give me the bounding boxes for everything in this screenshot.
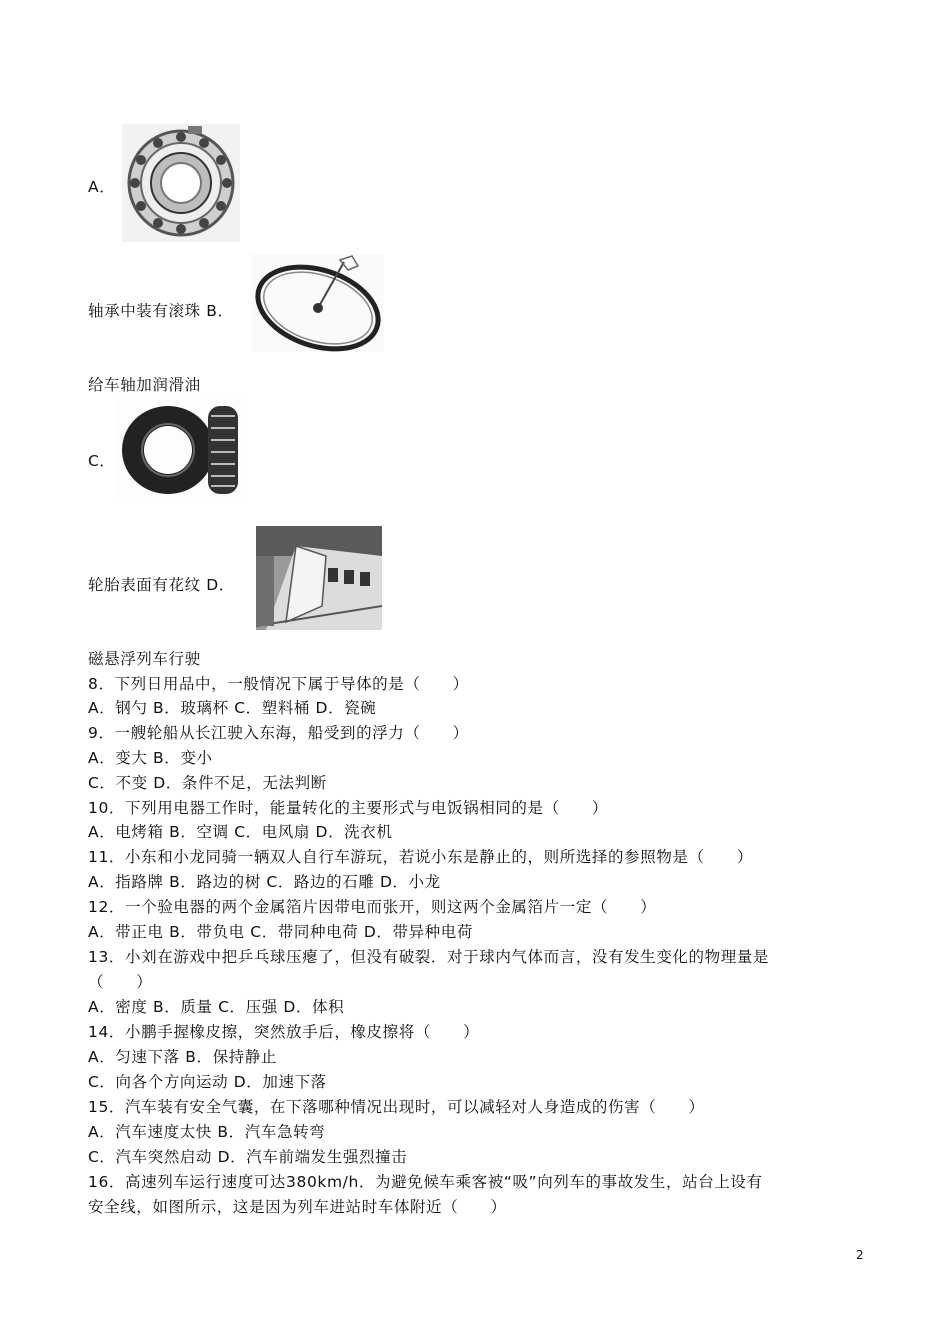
q11-options: A．指路牌 B．路边的树 C．路边的石雕 D．小龙: [88, 873, 441, 891]
option-b-text: 给车轴加润滑油: [88, 376, 201, 394]
q11-stem: 11．小东和小龙同骑一辆双人自行车游玩，若说小东是静止的，则所选择的参照物是（ ）: [88, 848, 753, 866]
option-a-caption-b-marker: [88, 300, 234, 322]
q12-stem: 12．一个验电器的两个金属箔片因带电而张开，则这两个金属箔片一定（ ）: [88, 898, 657, 916]
q13-options: A．密度 B．质量 C．压强 D．体积: [88, 998, 345, 1016]
option-a-marker: A．: [88, 178, 116, 196]
bearing-figure: [122, 124, 240, 242]
q16-stem-2: 安全线，如图所示，这是因为列车进站时车体附近（ ）: [88, 1198, 507, 1216]
q10-stem: 10．下列用电器工作时，能量转化的主要形式与电饭锅相同的是（ ）: [88, 799, 609, 817]
maglev-train-figure: [256, 526, 382, 630]
q9-stem: 9．一艘轮船从长江驶入东海，船受到的浮力（ ）: [88, 724, 469, 742]
option-c-marker: C．: [88, 452, 116, 470]
q8-stem: 8．下列日用品中，一般情况下属于导体的是（ ）: [88, 675, 469, 693]
q12-options: A．带正电 B．带负电 C．带同种电荷 D．带异种电荷: [88, 923, 473, 941]
q14-options-1: A．匀速下落 B．保持静止: [88, 1048, 277, 1066]
option-d-marker: D．: [200, 576, 235, 594]
q15-options-2: C．汽车突然启动 D．汽车前端发生强烈撞击: [88, 1148, 408, 1166]
q10-options: A．电烤箱 B．空调 C．电风扇 D．洗衣机: [88, 823, 393, 841]
q15-options-1: A．汽车速度太快 B．汽车急转弯: [88, 1123, 326, 1141]
option-a-text: 轴承中装有滚珠: [88, 302, 201, 320]
option-c-text: 轮胎表面有花纹: [88, 576, 201, 594]
page-number: 2: [856, 1248, 864, 1262]
q16-stem-1: 16．高速列车运行速度可达380km/h．为避免候车乘客被“吸”向列车的事故发生，站台上设有: [88, 1173, 763, 1191]
q13-stem-1: 13．小刘在游戏中把乒乓球压瘪了，但没有破裂．对于球内气体而言，没有发生变化的物理量是: [88, 948, 770, 966]
q13-stem-2: （ ）: [88, 973, 153, 991]
option-b-marker: B．: [200, 302, 234, 320]
q14-stem: 14．小鹏手握橡皮擦，突然放手后，橡皮擦将（ ）: [88, 1023, 480, 1041]
q9-options-1: A．变大 B．变小: [88, 749, 213, 767]
bicycle-wheel-figure: [252, 254, 384, 352]
q8-options: A．钢勺 B．玻璃杯 C．塑料桶 D．瓷碗: [88, 699, 377, 717]
option-c-caption-d-marker: [88, 574, 235, 596]
q15-stem: 15．汽车装有安全气囊，在下落哪种情况出现时，可以减轻对人身造成的伤害（ ）: [88, 1098, 705, 1116]
q9-options-2: C．不变 D．条件不足，无法判断: [88, 774, 327, 792]
q14-options-2: C．向各个方向运动 D．加速下落: [88, 1073, 327, 1091]
option-d-text: 磁悬浮列车行驶: [88, 650, 201, 668]
tire-figure: [116, 398, 242, 498]
